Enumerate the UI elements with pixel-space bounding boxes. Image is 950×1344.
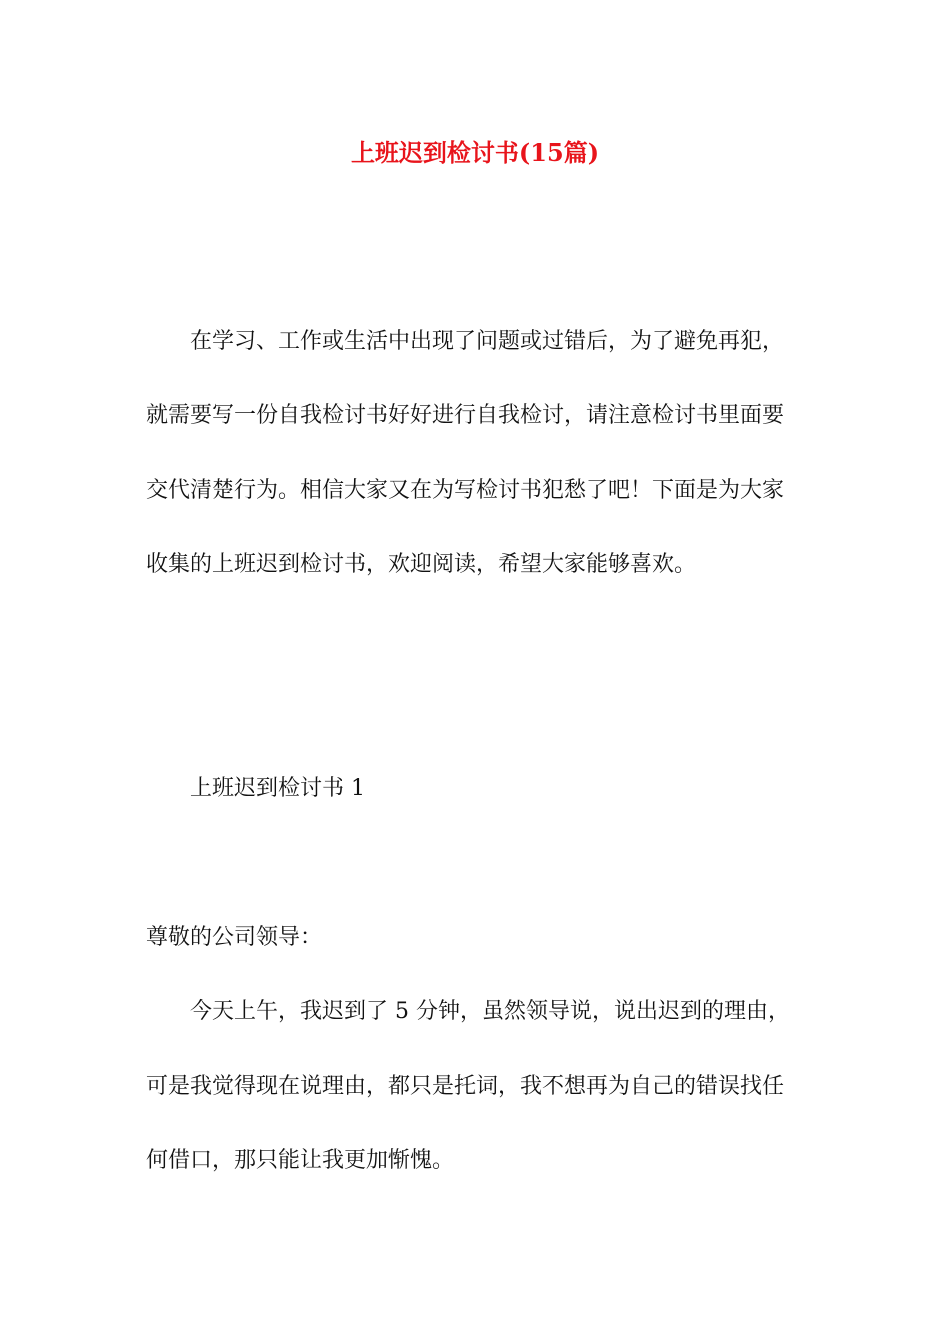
body-line-1: 今天上午，我迟到了 5 分钟，虽然领导说，说出迟到的理由， (190, 999, 790, 1024)
body-line-3: 何借口，那只能让我更加惭愧。 (146, 1148, 455, 1173)
section-heading: 上班迟到检讨书 1 (190, 776, 365, 801)
body-line-2: 可是我觉得现在说理由，都只是托词，我不想再为自己的错误找任 (146, 1074, 785, 1099)
intro-line-2: 就需要写一份自我检讨书好好进行自我检讨，请注意检讨书里面要 (146, 403, 785, 428)
intro-line-1: 在学习、工作或生活中出现了问题或过错后，为了避免再犯， (190, 329, 785, 354)
salutation: 尊敬的公司领导： (146, 925, 323, 950)
intro-line-3: 交代清楚行为。相信大家又在为写检讨书犯愁了吧！下面是为大家 (146, 478, 785, 503)
intro-line-4: 收集的上班迟到检讨书，欢迎阅读，希望大家能够喜欢。 (146, 552, 697, 577)
document-title: 上班迟到检讨书(15篇) (350, 138, 600, 167)
